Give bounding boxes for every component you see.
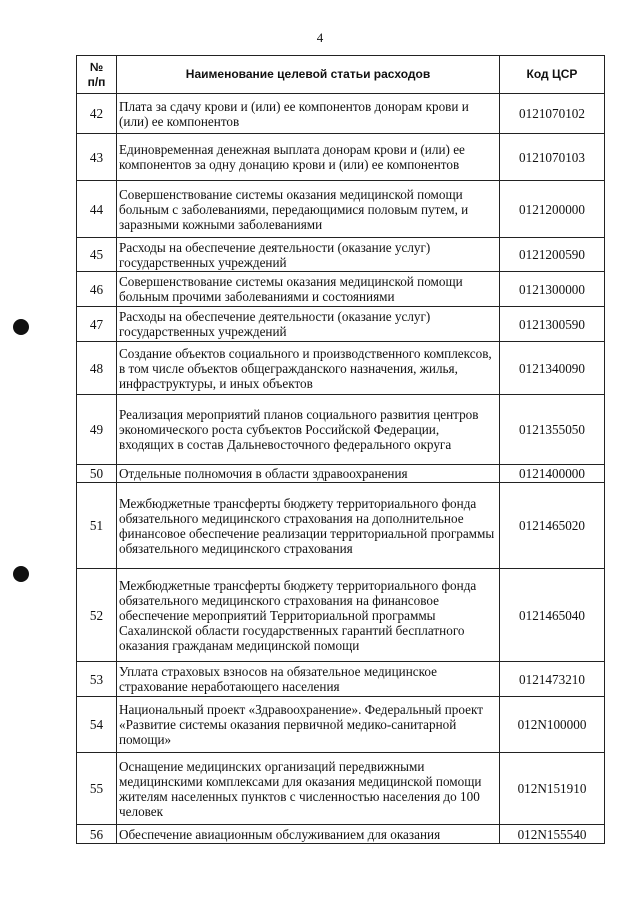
table-row	[77, 307, 605, 342]
row-code: 0121200000	[500, 181, 605, 238]
row-number: 47	[77, 307, 117, 342]
table-row	[77, 94, 605, 134]
table-row	[77, 134, 605, 181]
table-row	[77, 395, 605, 465]
row-code: 012N100000	[500, 697, 605, 753]
budget-codes-table	[76, 55, 605, 844]
row-code: 0121300000	[500, 272, 605, 307]
row-name: Обеспечение авиационным обслуживанием для оказания	[117, 825, 500, 844]
punch-hole-mark	[13, 566, 29, 582]
row-number: 51	[77, 483, 117, 569]
row-name: Плата за сдачу крови и (или) ее компонентов донорам крови и (или) ее компонентов	[117, 94, 500, 134]
row-code: 0121300590	[500, 307, 605, 342]
row-code: 0121070103	[500, 134, 605, 181]
column-header-code: Код ЦСР	[500, 56, 605, 94]
row-code: 0121473210	[500, 662, 605, 697]
row-name: Расходы на обеспечение деятельности (оказание услуг) государственных учреждений	[117, 238, 500, 272]
row-name: Совершенствование системы оказания медицинской помощи больным прочими заболеваниями и состояниями	[117, 272, 500, 307]
table-row	[77, 238, 605, 272]
row-number: 48	[77, 342, 117, 395]
row-code: 0121340090	[500, 342, 605, 395]
column-header-number-line1: №	[89, 59, 104, 74]
row-name: Межбюджетные трансферты бюджету территориального фонда обязательного медицинского страхования на финансовое обеспечение мероприятий Территориальной программы Сахалинской области государственных гарантий бесплатного оказания гражданам медицинской помощи	[117, 569, 500, 662]
table-row	[77, 272, 605, 307]
row-code: 012N155540	[500, 825, 605, 844]
table-row	[77, 465, 605, 483]
row-number: 44	[77, 181, 117, 238]
row-name: Совершенствование системы оказания медицинской помощи больным с заболеваниями, передающимися половым путем, и заразными кожными заболеваниями	[117, 181, 500, 238]
table-row	[77, 697, 605, 753]
punch-hole-mark	[13, 319, 29, 335]
table-row	[77, 181, 605, 238]
table-row	[77, 483, 605, 569]
table-row	[77, 569, 605, 662]
row-number: 54	[77, 697, 117, 753]
row-name: Уплата страховых взносов на обязательное медицинское страхование неработающего населения	[117, 662, 500, 697]
row-number: 46	[77, 272, 117, 307]
table-header-row	[77, 56, 605, 94]
row-number: 45	[77, 238, 117, 272]
table-row	[77, 662, 605, 697]
page-number: 4	[316, 30, 324, 45]
row-name: Оснащение медицинских организаций передвижными медицинскими комплексами для оказания медицинской помощи жителям населенных пунктов с численностью населения до 100 человек	[117, 753, 500, 825]
row-number: 49	[77, 395, 117, 465]
column-header-name: Наименование целевой статьи расходов	[117, 56, 500, 94]
row-code: 0121070102	[500, 94, 605, 134]
row-number: 43	[77, 134, 117, 181]
row-name: Реализация мероприятий планов социального развития центров экономического роста субъектов Российской Федерации, входящих в состав Дальневосточного федерального округа	[117, 395, 500, 465]
row-code: 0121465020	[500, 483, 605, 569]
column-header-number-line2: п/п	[87, 74, 106, 89]
row-name: Межбюджетные трансферты бюджету территориального фонда обязательного медицинского страхования на дополнительное финансовое обеспечение реализации территориальной программы обязательного медицинского страхования	[117, 483, 500, 569]
row-code: 012N151910	[500, 753, 605, 825]
row-number: 42	[77, 94, 117, 134]
row-code: 0121465040	[500, 569, 605, 662]
table-row	[77, 342, 605, 395]
row-name: Создание объектов социального и производственного комплексов, в том числе объектов общегражданского назначения, жилья, инфраструктуры, и иных объектов	[117, 342, 500, 395]
row-code: 0121200590	[500, 238, 605, 272]
table-row	[77, 825, 605, 844]
row-number: 56	[77, 825, 117, 844]
row-name: Расходы на обеспечение деятельности (оказание услуг) государственных учреждений	[117, 307, 500, 342]
row-number: 50	[77, 465, 117, 483]
table-row	[77, 753, 605, 825]
row-number: 55	[77, 753, 117, 825]
row-name: Национальный проект «Здравоохранение». Федеральный проект «Развитие системы оказания первичной медико-санитарной помощи»	[117, 697, 500, 753]
row-number: 53	[77, 662, 117, 697]
row-number: 52	[77, 569, 117, 662]
row-name: Отдельные полномочия в области здравоохранения	[117, 465, 500, 483]
row-code: 0121355050	[500, 395, 605, 465]
row-name: Единовременная денежная выплата донорам крови и (или) ее компонентов за одну донацию крови и (или) ее компонентов	[117, 134, 500, 181]
column-header-number	[77, 56, 117, 94]
row-code: 0121400000	[500, 465, 605, 483]
